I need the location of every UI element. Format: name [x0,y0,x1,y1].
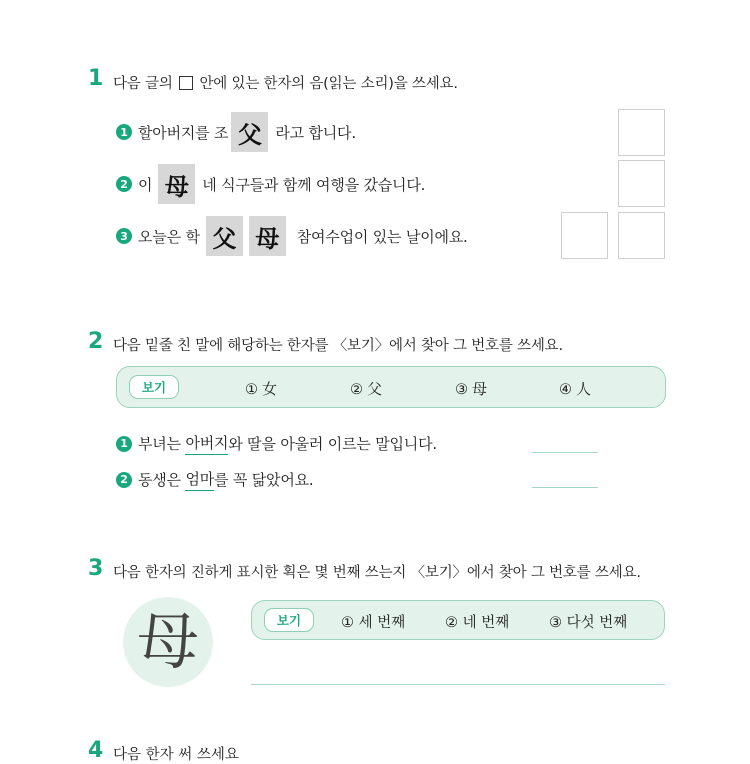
option-text: 다섯 번째 [566,615,628,631]
option-text: 네 번째 [462,615,510,631]
item-number-badge: 2 [116,176,132,192]
bogi-option-2 [350,378,382,399]
bogi-option-3 [455,378,487,399]
answer-box-3b[interactable] [618,212,665,259]
item-text-before: 오늘은 학 [138,227,200,246]
item-text-before: 할아버지를 조 [138,123,229,142]
answer-blank-2[interactable] [532,487,598,488]
bogi-label: 보기 [129,375,179,399]
option-number: ② [445,615,458,631]
hanja-stroke-circle [123,597,213,687]
item-text-before: 이 [138,175,153,194]
underlined-word: 엄마 [185,468,214,491]
hanja-box: 母 [158,164,195,204]
box-symbol-icon [179,76,193,90]
item-number-badge: 1 [116,436,132,452]
bogi-option-4 [559,378,591,399]
answer-box-3a[interactable] [561,212,608,259]
instruction-after-text: 안에 있는 한자의 음(읽는 소리)을 쓰세요. [199,76,458,92]
bogi-option-1 [245,378,277,399]
bogi-option-3 [549,611,627,632]
question-4-number: 4 [88,738,104,763]
underlined-word: 아버지 [185,432,228,455]
item-text-post: 와 딸을 아울러 이르는 말입니다. [228,435,437,453]
option-hanja: 父 [367,380,383,398]
item-text-pre: 부녀는 [138,435,186,453]
option-hanja: 母 [472,380,488,398]
option-number: ① [341,615,354,631]
item-text-after: 라고 합니다. [275,123,356,142]
question-2-instruction: 다음 밑줄 친 말에 해당하는 한자를 〈보기〉에서 찾아 그 번호를 쓰세요. [113,338,563,354]
bogi-option-1 [341,611,405,632]
q2-item-1 [116,432,437,455]
question-3-instruction: 다음 한자의 진하게 표시한 획은 몇 번째 쓰는지 〈보기〉에서 찾아 그 번호를 쓰세요. [113,565,641,581]
hanja-box: 母 [249,216,286,256]
question-3-number: 3 [88,556,104,581]
item-text-after: 참여수업이 있는 날이에요. [296,227,468,246]
q1-item-3 [116,216,468,256]
stroke-hanja: 母 [136,605,199,678]
item-text-after: 네 식구들과 함께 여행을 갔습니다. [202,175,426,194]
question-1-number: 1 [88,66,104,91]
item-number-badge: 2 [116,472,132,488]
option-number: ① [245,382,258,398]
option-text: 세 번째 [358,615,406,631]
question-1-instruction [113,72,458,93]
hanja-box: 父 [206,216,243,256]
option-hanja: 人 [576,380,592,398]
q1-item-2 [116,164,425,204]
option-number: ④ [559,382,572,398]
item-text-pre: 동생은 [138,471,186,489]
item-number-badge: 3 [116,228,132,244]
question-2-number: 2 [88,329,104,354]
option-hanja: 女 [262,380,278,398]
option-number: ② [350,382,363,398]
answer-blank-q3[interactable] [251,684,665,685]
q1-item-1 [116,112,356,152]
option-number: ③ [549,615,562,631]
hanja-box: 父 [231,112,268,152]
answer-box-1[interactable] [618,109,665,156]
item-number-badge: 1 [116,124,132,140]
bogi-label: 보기 [264,608,314,632]
answer-box-2[interactable] [618,160,665,207]
option-number: ③ [455,382,468,398]
item-text-post: 를 꼭 닮았어요. [214,471,314,489]
q2-item-2 [116,468,314,491]
answer-blank-1[interactable] [532,452,598,453]
question-4-instruction: 다음 한자 써 쓰세요 [113,747,239,763]
bogi-option-2 [445,611,509,632]
instruction-before-text: 다음 글의 [113,76,173,92]
